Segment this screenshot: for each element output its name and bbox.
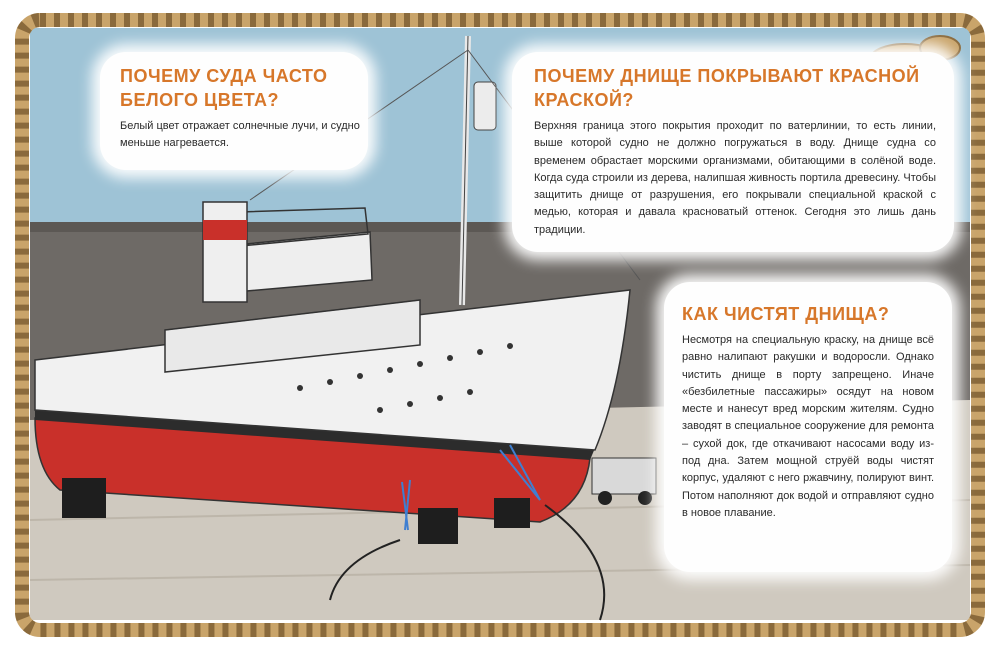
funnel [203, 202, 247, 302]
red-bottom-title: ПОЧЕМУ ДНИЩЕ ПОКРЫВАЮТ КРАСНОЙ КРАСКОЙ? [534, 66, 920, 110]
white-color-text: Белый цвет отражает солнечные лучи, и судно меньше нагревается. [120, 120, 360, 150]
white-color-title: ПОЧЕМУ СУДА ЧАСТО БЕЛОГО ЦВЕТА? [120, 66, 328, 110]
white-color-card [100, 52, 368, 170]
cleaning-title: КАК ЧИСТЯТ ДНИЩА? [682, 304, 890, 324]
cleaning-card [664, 282, 952, 572]
cleaning-text: Несмотря на специальную краску, на днище всё равно налипают ракушки и водоросли. Однако чистить днище в порту запрещено. Иначе «безбилетные пассажиры» осядут на новом месте и нанесут вред морским жителям. Судно заводят в специальное сооружение для ремонта – сухой док, где откачивают насосами воду из-под дна. Затем мощной струёй воды чистят корпус, удаляют с него ржавчину, полируют винт. Потом наполняют док водой и отправляют судно в новое плавание. [682, 334, 934, 519]
red-bottom-card [512, 52, 954, 252]
red-bottom-text: Верхняя граница этого покрытия проходит по ватерлинии, то есть линии, выше которой судно не должно погружаться в воду. Днище судна со временем обрастает морскими организмами, обитающими в солёной воде. Когда суда строили из дерева, налипшая живность портила древесину. Чтобы защитить днище от разрушения, его покрывали специальной краской с медью, которая и давала красноватый оттенок. Сегодня это лишь дань традиции. [534, 120, 936, 236]
